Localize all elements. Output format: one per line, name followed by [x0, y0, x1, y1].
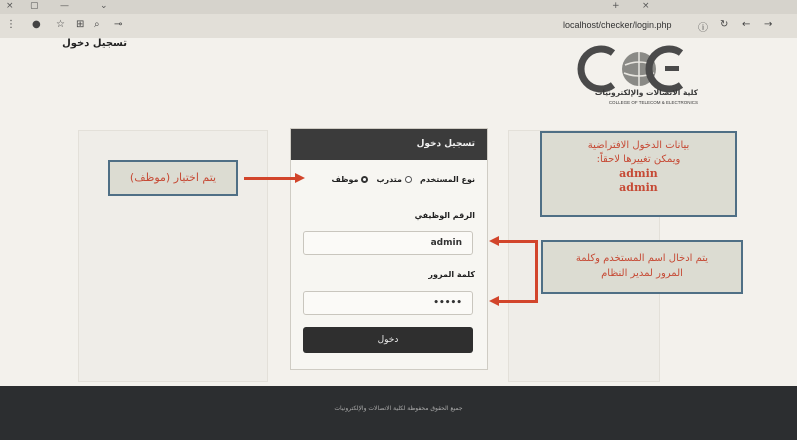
- tab-close-icon[interactable]: ×: [6, 1, 14, 11]
- arrow-to-password-input: [498, 300, 536, 303]
- logo-text-english: COLLEGE OF TELECOM & ELECTRONICS: [608, 100, 698, 105]
- page-title: تسجيل دخول: [62, 38, 127, 49]
- employee-id-label: الرقم الوظيفي: [414, 211, 475, 220]
- tab-x-icon[interactable]: ×: [642, 1, 650, 11]
- login-button[interactable]: دخول: [303, 327, 473, 353]
- default-creds-line1: بيانات الدخول الافتراضية: [587, 140, 690, 151]
- enter-creds-line1: يتم ادخال اسم المستخدم وكلمة: [575, 253, 709, 264]
- arrow-to-employee-radio: [244, 177, 296, 180]
- radio-employee[interactable]: [331, 175, 368, 184]
- default-creds-pass: admin: [619, 181, 658, 194]
- chevron-down-icon[interactable]: ⌄: [100, 1, 108, 11]
- logo-text-arabic: كلية الاتصالات والإلكترونيات: [594, 88, 698, 97]
- callout-select-employee: يتم اختيار (موظف): [108, 160, 238, 196]
- login-card: [290, 128, 488, 370]
- menu-icon[interactable]: ⋮: [6, 19, 16, 30]
- profile-icon[interactable]: ●: [32, 19, 41, 30]
- radio-trainee-label: متدرب: [376, 175, 402, 184]
- user-type-label: نوع المستخدم: [419, 175, 475, 184]
- callout-enter-credentials: [541, 240, 743, 294]
- radio-employee-circle[interactable]: [361, 176, 368, 183]
- password-input[interactable]: •••••: [303, 291, 473, 315]
- radio-employee-label: موظف: [331, 175, 359, 184]
- callout-default-credentials: [540, 131, 737, 217]
- radio-trainee[interactable]: [376, 175, 411, 184]
- radio-trainee-circle[interactable]: [405, 176, 412, 183]
- browser-toolbar: [0, 14, 797, 39]
- arrow-bracket: [535, 240, 538, 303]
- reload-icon[interactable]: ↻: [720, 19, 729, 30]
- employee-id-input[interactable]: admin: [303, 231, 473, 255]
- login-card-header: تسجيل دخول: [291, 129, 487, 160]
- default-creds-user: admin: [619, 167, 658, 180]
- forward-icon[interactable]: →: [764, 19, 773, 30]
- college-logo: [577, 45, 702, 117]
- default-creds-line2: ويمكن تغييرها لاحقاً:: [596, 154, 681, 165]
- info-icon[interactable]: ⓘ: [698, 23, 708, 34]
- address-bar[interactable]: localhost/checker/login.php: [563, 20, 672, 30]
- user-type-row: [331, 175, 475, 184]
- star-icon[interactable]: ☆: [56, 19, 65, 30]
- browser-tab-bar: [0, 0, 797, 14]
- back-icon[interactable]: ←: [742, 19, 751, 30]
- extensions-icon[interactable]: ⊞: [76, 19, 85, 30]
- page-footer: جميع الحقوق محفوظة لكلية الاتصالات والإلكترونيات: [0, 386, 797, 440]
- minimize-icon[interactable]: —: [60, 1, 69, 11]
- enter-creds-line2: المرور لمدير النظام: [601, 268, 683, 279]
- arrow-to-id-input: [498, 240, 536, 243]
- zoom-icon[interactable]: ⌕: [94, 19, 100, 30]
- key-icon[interactable]: ⊸: [114, 19, 123, 30]
- password-label: كلمة المرور: [428, 270, 475, 279]
- window-restore-icon[interactable]: ▢: [30, 1, 39, 11]
- new-tab-button[interactable]: +: [612, 1, 620, 11]
